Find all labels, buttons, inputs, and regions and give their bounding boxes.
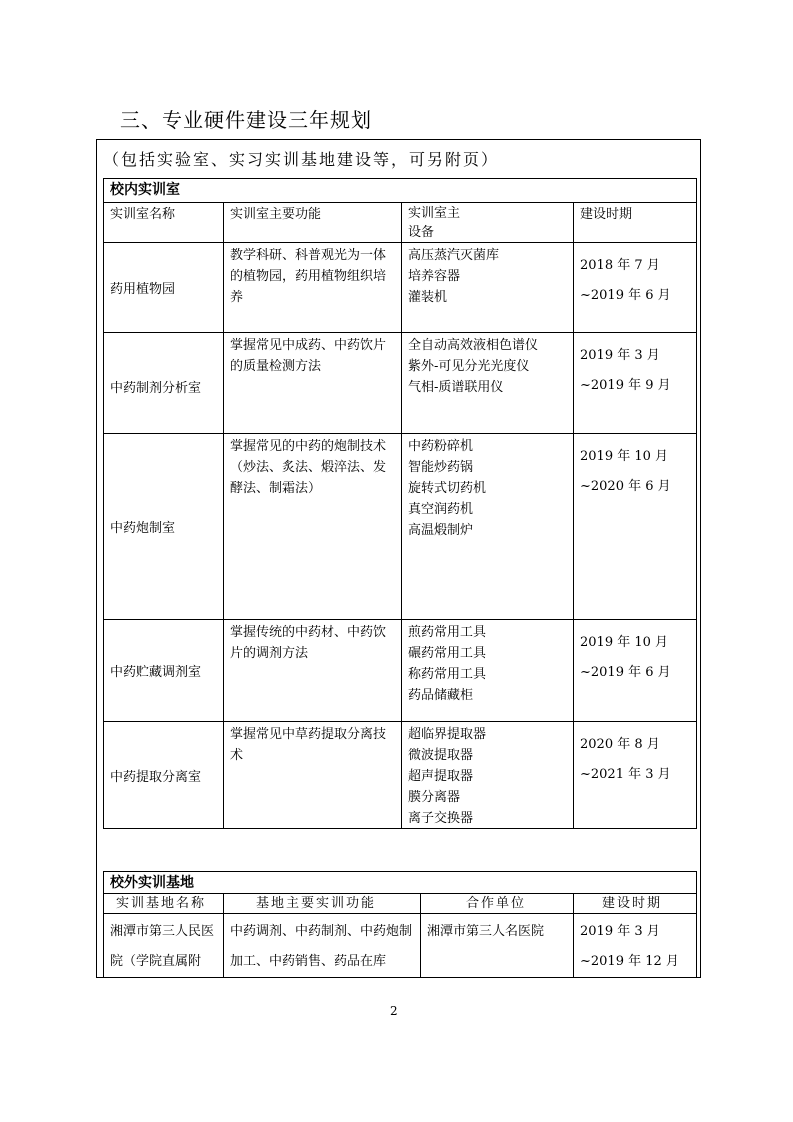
external-row-1-function: 中药调剂、中药制剂、中药炮制加工、中药销售、药品在库 <box>230 924 413 969</box>
campus-row-1-equipment: 高压蒸汽灭菌库 培养容器 灌装机 <box>408 248 500 305</box>
campus-row-5-name: 中药提取分离室 <box>110 770 202 785</box>
external-header-partner: 合作单位 <box>466 896 527 911</box>
campus-row-2-equipment: 全自动高效液相色谱仪 紫外-可见分光光度仪 气相-质谱联用仪 <box>408 338 539 395</box>
campus-header-equipment: 实训室主 设备 <box>408 206 461 240</box>
campus-row-2-function: 掌握常见中成药、中药饮片的质量检测方法 <box>230 338 387 374</box>
external-section-title: 校外实训基地 <box>110 875 194 891</box>
campus-header-name: 实训室名称 <box>110 207 176 222</box>
campus-row-5-period: 2020 年 8 月~2021 年 3 月 <box>580 737 671 782</box>
campus-row-1-function: 教学科研、科普观光为一体的植物园，药用植物组织培养 <box>230 248 387 305</box>
campus-row-1-period: 2018 年 7 月~2019 年 6 月 <box>580 258 671 303</box>
campus-row-5-function: 掌握常见中草药提取分离技术 <box>230 727 387 763</box>
external-row-1-partner: 湘潭市第三人名医院 <box>427 924 545 939</box>
campus-row-4-equipment: 煎药常用工具 碾药常用工具 称药常用工具 药品储藏柜 <box>408 625 487 703</box>
page-number: 2 <box>390 1004 398 1018</box>
campus-row-3-equipment: 中药粉碎机 智能炒药锅 旋转式切药机 真空润药机 高温煅制炉 <box>408 439 487 538</box>
external-row-1-period: 2019 年 3 月~2019 年 12 月 <box>580 924 679 969</box>
campus-row-3-name: 中药炮制室 <box>110 521 176 536</box>
campus-row-1-name: 药用植物园 <box>110 282 176 297</box>
external-header-name: 实训基地名称 <box>116 896 207 911</box>
external-row-1-name: 湘潭市第三人民医院（学院直属附 <box>110 924 215 969</box>
campus-section-title: 校内实训室 <box>110 182 180 198</box>
page-heading: 三、专业硬件建设三年规划 <box>120 108 372 132</box>
campus-row-5-equipment: 超临界提取器 微波提取器 超声提取器 膜分离器 离子交换器 <box>408 727 487 826</box>
campus-header-period: 建设时期 <box>580 207 633 222</box>
campus-row-3-period: 2019 年 10 月~2020 年 6 月 <box>580 449 671 494</box>
campus-row-4-name: 中药贮藏调剂室 <box>110 665 202 680</box>
campus-row-4-function: 掌握传统的中药材、中药饮片的调剂方法 <box>230 625 387 661</box>
campus-header-function: 实训室主要功能 <box>230 207 322 222</box>
external-header-period: 建设时期 <box>602 896 663 911</box>
note-text: （包括实验室、实习实训基地建设等，可另附页） <box>103 150 500 169</box>
campus-row-2-period: 2019 年 3 月~2019 年 9 月 <box>580 348 671 393</box>
campus-row-3-function: 掌握常见的中药的炮制技术（炒法、炙法、煅淬法、发酵法、制霜法） <box>230 439 387 496</box>
external-header-function: 基地主要实训功能 <box>256 896 377 911</box>
campus-row-4-period: 2019 年 10 月~2019 年 6 月 <box>580 635 671 680</box>
campus-row-2-name: 中药制剂分析室 <box>110 381 202 396</box>
